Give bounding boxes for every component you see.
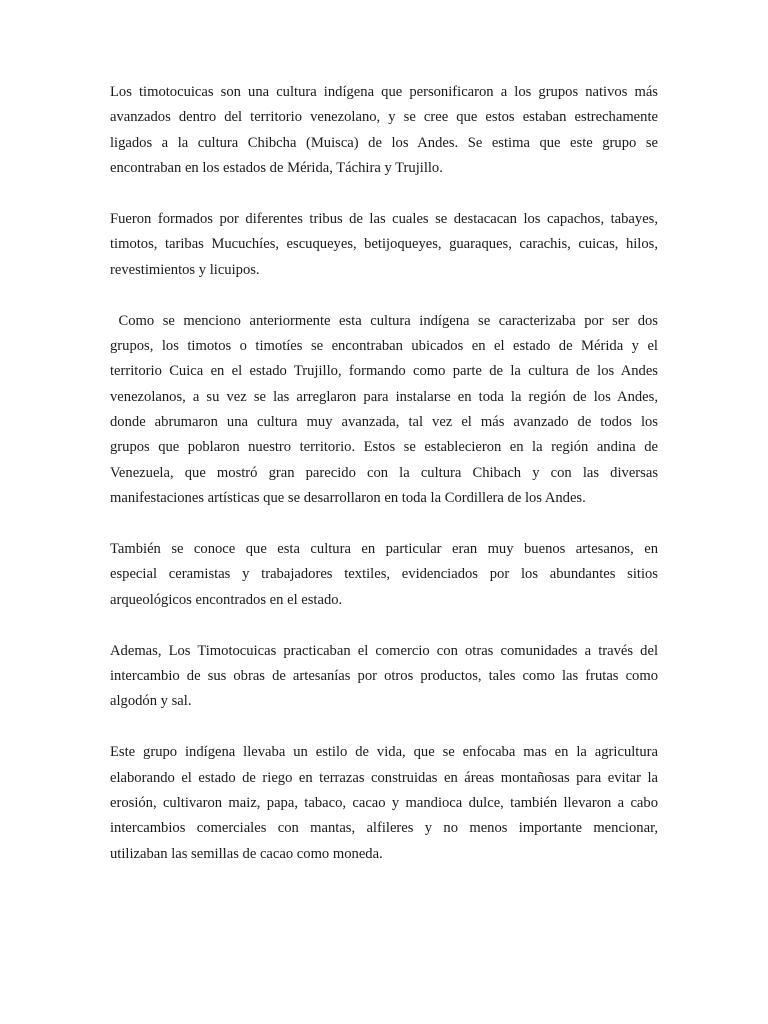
paragraph-line: elaborando el estado de riego en terrazas construidas en áreas montañosas para evitar la bbox=[110, 769, 658, 786]
paragraph-line: utilizaban las semillas de cacao como moneda. bbox=[110, 845, 383, 862]
paragraph-line: especial ceramistas y trabajadores textiles, evidenciados por los abundantes sitios bbox=[110, 566, 658, 583]
paragraph-line: manifestaciones artísticas que se desarrollaron en toda la Cordillera de los Andes. bbox=[110, 490, 586, 507]
paragraph-line: intercambio de sus obras de artesanías por otros productos, tales como las frutas como bbox=[110, 667, 658, 684]
paragraph-line: timotos, taribas Mucuchíes, escuqueyes, betijoqueyes, guaraques, carachis, cuicas, hilos, bbox=[110, 236, 658, 253]
paragraph-line: Venezuela, que mostró gran parecido con la cultura Chibach y con las diversas bbox=[110, 464, 658, 481]
paragraph-line: Fueron formados por diferentes tribus de las cuales se destacacan los capachos, tabayes, bbox=[110, 210, 658, 227]
paragraph-line: intercambios comerciales con mantas, alfileres y no menos importante mencionar, bbox=[110, 820, 658, 837]
paragraph-line: grupos, los timotos o timotíes se encontraban ubicados en el estado de Mérida y el bbox=[110, 337, 658, 354]
paragraph-2 bbox=[110, 207, 658, 283]
paragraph-line: avanzados dentro del territorio venezolano, y se cree que estos estaban estrechamente bbox=[110, 109, 658, 126]
paragraph-line: Ademas, Los Timotocuicas practicaban el comercio con otras comunidades a través del bbox=[110, 642, 658, 659]
paragraph-line: Este grupo indígena llevaba un estilo de vida, que se enfocaba mas en la agricultura bbox=[110, 744, 658, 761]
paragraph-line: erosión, cultivaron maiz, papa, tabaco, cacao y mandioca dulce, también llevaron a cabo bbox=[110, 794, 658, 811]
paragraph-line: arqueológicos encontrados en el estado. bbox=[110, 591, 343, 608]
paragraph-line: algodón y sal. bbox=[110, 693, 192, 710]
paragraph-line: venezolanos, a su vez se las arreglaron para instalarse en toda la región de los Andes, bbox=[110, 388, 658, 405]
paragraph-line: Los timotocuicas son una cultura indígena que personificaron a los grupos nativos más bbox=[110, 84, 658, 100]
paragraph-line: donde abrumaron una cultura muy avanzada, tal vez el más avanzado de todos los bbox=[110, 414, 658, 431]
paragraph-4 bbox=[110, 537, 658, 613]
paragraph-line: También se conoce que esta cultura en particular eran muy buenos artesanos, en bbox=[110, 541, 658, 558]
paragraph-line: ligados a la cultura Chibcha (Muisca) de los Andes. Se estima que este grupo se bbox=[110, 134, 658, 151]
paragraph-line: Como se menciono anteriormente esta cultura indígena se caracterizaba por ser dos bbox=[110, 312, 658, 329]
paragraph-6 bbox=[110, 740, 658, 867]
paragraph-1 bbox=[110, 80, 658, 182]
paragraph-line: grupos que poblaron nuestro territorio. Estos se establecieron en la región andina de bbox=[110, 439, 658, 456]
paragraph-line: encontraban en los estados de Mérida, Táchira y Trujillo. bbox=[110, 160, 443, 177]
paragraph-line: revestimientos y licuipos. bbox=[110, 261, 260, 278]
paragraph-5 bbox=[110, 639, 658, 715]
paragraph-3 bbox=[110, 309, 658, 512]
paragraph-line: territorio Cuica en el estado Trujillo, formando como parte de la cultura de los Andes bbox=[110, 363, 658, 380]
